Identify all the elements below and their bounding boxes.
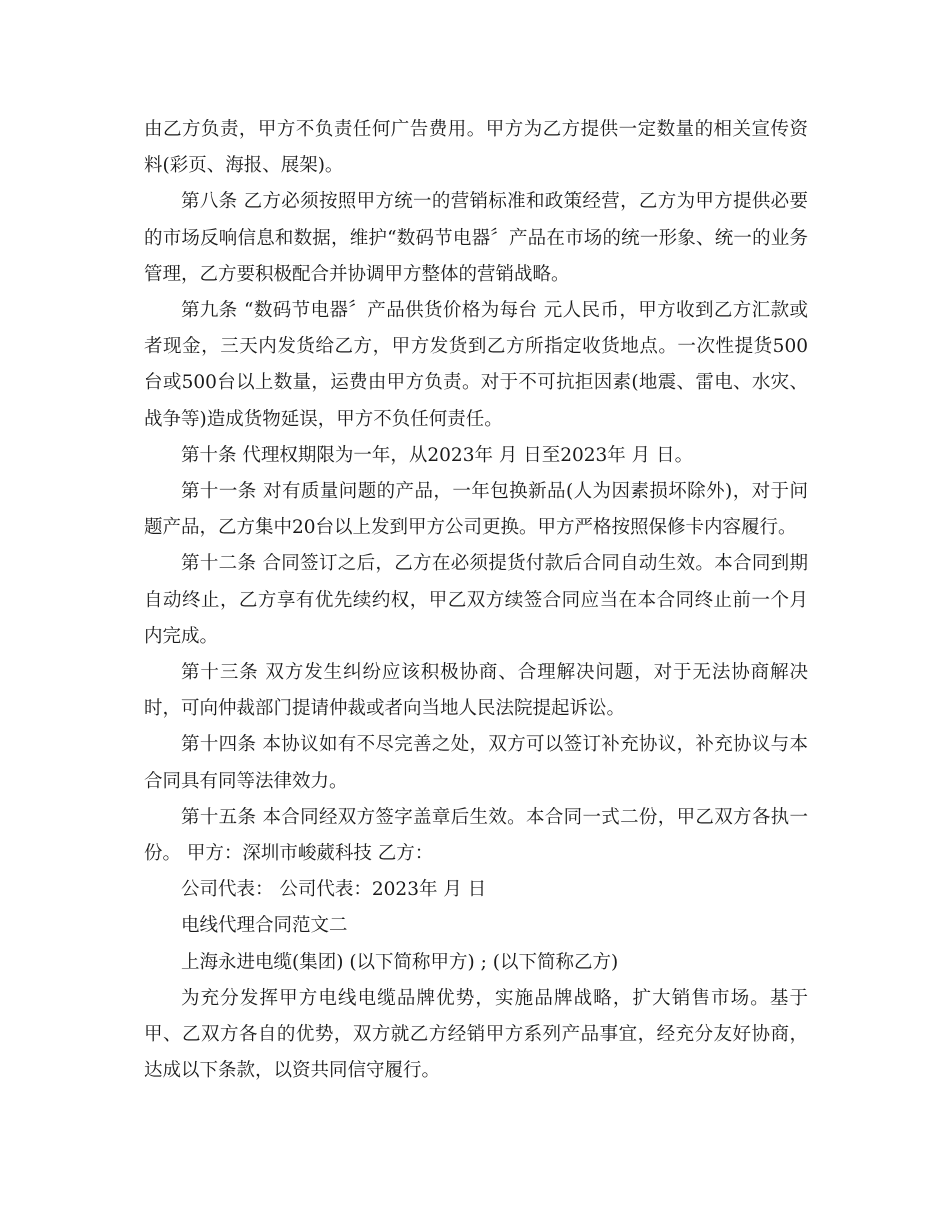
paragraph-article-13: 第十三条 双方发生纠纷应该积极协商、合理解决问题，对于无法协商解决时，可向仲裁部门提请仲裁或者向当地人民法院提起诉讼。	[144, 662, 808, 720]
paragraph-sample-two-title: 电线代理合同范文二	[181, 915, 348, 937]
paragraph-article-15: 第十五条 本合同经双方签字盖章后生效。本合同一式二份，甲乙双方各执一份。 甲方：深圳市峻葳科技 乙方：	[144, 806, 808, 865]
paragraph-ad-expenses: 由乙方负责，甲方不负责任何广告费用。甲方为乙方提供一定数量的相关宣传资料(彩页、海报、展架)。	[144, 119, 808, 177]
paragraph-article-11: 第十一条 对有质量问题的产品，一年包换新品(人为因素损坏除外)，对于问题产品，乙方集中20台以上发到甲方公司更换。甲方严格按照保修卡内容履行。	[144, 481, 808, 539]
paragraph-article-12: 第十二条 合同签订之后，乙方在必须提货付款后合同自动生效。本合同到期自动终止，乙方享有优先续约权，甲乙双方续签合同应当在本合同终止前一个月内完成。	[144, 553, 808, 647]
paragraph-preamble: 为充分发挥甲方电线电缆品牌优势，实施品牌战略，扩大销售市场。基于甲、乙双方各自的优势，双方就乙方经销甲方系列产品事宜，经充分友好协商，达成以下条款，以资共同信守履行。	[144, 987, 808, 1082]
paragraph-signature-line: 公司代表： 公司代表：2023年 月 日	[181, 879, 487, 901]
paragraph-article-10: 第十条 代理权期限为一年，从2023年 月 日至2023年 月 日。	[181, 444, 694, 466]
paragraph-article-8: 第八条 乙方必须按照甲方统一的营销标准和政策经营，乙方为甲方提供必要的市场反响信息和数据，维护“数码节电器〞产品在市场的统一形象、统一的业务管理，乙方要积极配合并协调甲方整体的营销战略。	[144, 191, 808, 285]
document-body	[144, 112, 808, 1089]
paragraph-parties: 上海永进电缆(集团) (以下简称甲方) ; (以下简称乙方)	[181, 951, 619, 973]
paragraph-article-9: 第九条 “数码节电器〞产品供货价格为每台 元人民币，甲方收到乙方汇款或者现金，三天内发货给乙方，甲方发货到乙方所指定收货地点。一次性提货500台或500台以上数量，运费由甲方负责。对于不可抗拒因素(地震、雷电、水灾、战争等)造成货物延误，甲方不负任何责任。	[144, 300, 808, 430]
paragraph-article-14: 第十四条 本协议如有不尽完善之处，双方可以签订补充协议，补充协议与本合同具有同等法律效力。	[144, 734, 808, 792]
